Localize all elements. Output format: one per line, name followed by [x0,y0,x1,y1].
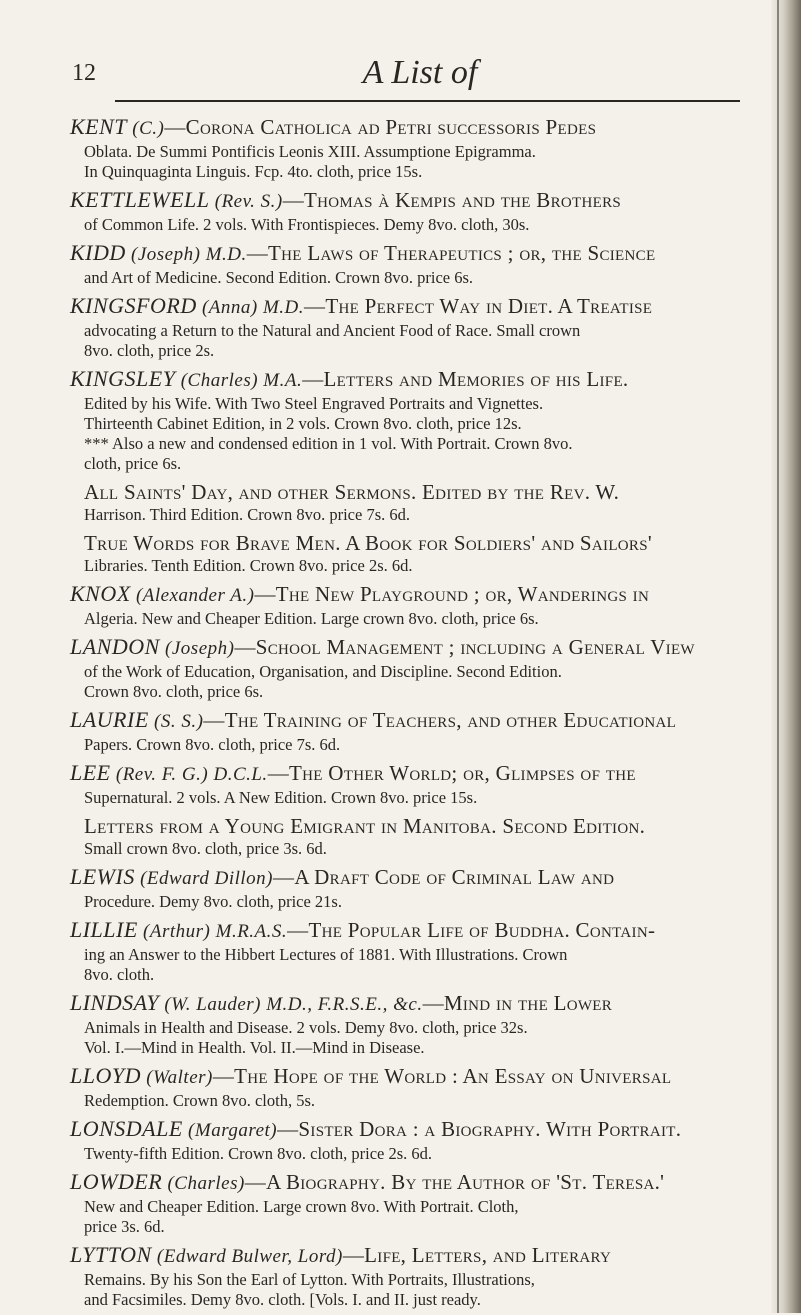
entry-author-detail: (Rev. S.) [214,191,283,212]
entry-heading-line [70,114,746,142]
entry-heading-line [70,530,746,556]
entry-detail-line: 8vo. cloth. [84,965,155,984]
entry-author: LEE [70,760,111,785]
entry-title: —Letters and Memories of his Life. [302,367,629,391]
entry-detail-line: Remains. By his Son the Earl of Lytton. With Portraits, Illustrations, [84,1270,535,1289]
entry-detail-line: Small crown 8vo. cloth, price 3s. 6d. [84,839,327,858]
catalogue-entry [70,1116,746,1164]
page-edge-line [777,0,779,1313]
entry-author-detail: (Edward Bulwer, Lord) [156,1246,343,1267]
page-edge-shadow [771,0,801,1313]
entry-author: KETTLEWELL [70,187,210,212]
entry-detail-line: Edited by his Wife. With Two Steel Engraved Portraits and Vignettes. [84,394,544,413]
entry-detail-line: Animals in Health and Disease. 2 vols. Demy 8vo. cloth, price 32s. [84,1018,528,1037]
entry-title: —School Management ; including a General View [234,635,695,659]
entry-detail-line: 8vo. cloth, price 2s. [84,341,215,360]
page-header [70,52,740,102]
entry-author: KIDD [70,240,126,265]
catalogue-entry [70,240,746,288]
entry-author-detail: (Anna) M.D. [201,297,305,318]
entry-detail-line: Procedure. Demy 8vo. cloth, price 21s. [84,892,342,911]
entry-author: LOWDER [70,1169,163,1194]
entry-heading-line [70,864,746,892]
catalogue-entry [70,479,746,525]
entry-author-detail: (Charles) [167,1173,245,1194]
entry-author: LILLIE [70,917,138,942]
entry-detail-line: Harrison. Third Edition. Crown 8vo. price 7s. 6d. [84,505,410,524]
entry-author: KINGSFORD [70,293,197,318]
header-rule [115,100,740,102]
entry-author-detail: (Alexander A.) [135,585,255,606]
catalogue-entry [70,1242,746,1310]
entry-heading-line [70,1116,746,1144]
catalogue-entry [70,581,746,629]
entry-title: —The Training of Teachers, and other Educational [203,708,677,732]
entry-heading-line [70,240,746,268]
catalogue-entry [70,813,746,859]
entry-author-detail: (C.) [132,118,165,139]
entry-author: LYTTON [70,1242,152,1267]
entry-heading-line [70,187,746,215]
page-number: 12 [72,60,96,86]
entry-heading-line [70,634,746,662]
entry-detail-line: *** Also a new and condensed edition in 1 vol. With Portrait. Crown 8vo. [84,434,573,453]
entry-title: —Mind in the Lower [422,991,613,1015]
entry-detail-line: Papers. Crown 8vo. cloth, price 7s. 6d. [84,735,341,754]
entry-title: —The Popular Life of Buddha. Contain- [287,918,656,942]
entry-detail-line: Twenty-fifth Edition. Crown 8vo. cloth, price 2s. 6d. [84,1144,433,1163]
entry-author-detail: (Margaret) [188,1120,278,1141]
entry-title: —Life, Letters, and Literary [342,1243,612,1267]
entry-heading-line [70,479,746,505]
running-title: A List of [362,54,478,91]
entry-heading-line [70,366,746,394]
entry-author: KNOX [70,581,131,606]
entry-title: —Sister Dora : a Biography. With Portrait. [277,1117,682,1141]
catalogue-entry [70,707,746,755]
entry-heading-line [70,813,746,839]
entry-detail-line: Vol. I.—Mind in Health. Vol. II.—Mind in Disease. [84,1038,425,1057]
catalogue-entry [70,1063,746,1111]
entry-heading-line [70,1169,746,1197]
catalogue-entries [70,114,746,1315]
entry-author-detail: (Rev. F. G.) D.C.L. [115,764,268,785]
catalogue-entry [70,634,746,702]
entry-detail-line: Redemption. Crown 8vo. cloth, 5s. [84,1091,315,1110]
entry-heading-line [70,760,746,788]
entry-heading-line [70,707,746,735]
entry-detail-line: cloth, price 6s. [84,454,182,473]
entry-title: —Thomas à Kempis and the Brothers [282,188,622,212]
entry-detail-line: Libraries. Tenth Edition. Crown 8vo. price 2s. 6d. [84,556,413,575]
entry-author: LEWIS [70,864,135,889]
entry-detail-line: Oblata. De Summi Pontificis Leonis XIII. Assumptione Epigramma. [84,142,536,161]
entry-detail-line: Supernatural. 2 vols. A New Edition. Crown 8vo. price 15s. [84,788,478,807]
entry-author: LONSDALE [70,1116,183,1141]
catalogue-entry [70,187,746,235]
catalogue-entry [70,760,746,808]
entry-author: LAURIE [70,707,149,732]
entry-detail-line: Algeria. New and Cheaper Edition. Large crown 8vo. cloth, price 6s. [84,609,539,628]
entry-title: True Words for Brave Men. A Book for Soldiers' and Sailors' [84,531,652,555]
catalogue-entry [70,366,746,474]
entry-author-detail: (Joseph) [165,638,235,659]
entry-heading-line [70,581,746,609]
catalogue-entry [70,990,746,1058]
entry-author-detail: (Arthur) M.R.A.S. [143,921,288,942]
entry-detail-line: Crown 8vo. cloth, price 6s. [84,682,264,701]
entry-author-detail: (Charles) M.A. [180,370,303,391]
entry-detail-line: price 3s. 6d. [84,1217,165,1236]
entry-author: LINDSAY [70,990,160,1015]
entry-detail-line: of the Work of Education, Organisation, and Discipline. Second Edition. [84,662,562,681]
entry-detail-line: of Common Life. 2 vols. With Frontispieces. Demy 8vo. cloth, 30s. [84,215,530,234]
catalogue-entry [70,917,746,985]
catalogue-entry [70,530,746,576]
entry-detail-line: Thirteenth Cabinet Edition, in 2 vols. Crown 8vo. cloth, price 12s. [84,414,522,433]
entry-heading-line [70,293,746,321]
entry-author-detail: (S. S.) [154,711,204,732]
entry-title: —Corona Catholica ad Petri successoris Pedes [164,115,597,139]
entry-title: —The Laws of Therapeutics ; or, the Science [246,241,656,265]
entry-author: KENT [70,114,128,139]
entry-title: —The New Playground ; or, Wanderings in [254,582,650,606]
entry-title: —The Hope of the World : An Essay on Universal [212,1064,672,1088]
entry-title: —The Other World; or, Glimpses of the [267,761,636,785]
catalogue-entry [70,1169,746,1237]
entry-author-detail: (Edward Dillon) [140,868,274,889]
entry-heading-line [70,917,746,945]
entry-detail-line: advocating a Return to the Natural and Ancient Food of Race. Small crown [84,321,581,340]
entry-author-detail: (Joseph) M.D. [131,244,247,265]
catalogue-entry [70,114,746,182]
entry-title: Letters from a Young Emigrant in Manitoba. Second Edition. [84,814,646,838]
entry-author-detail: (Walter) [146,1067,213,1088]
entry-title: All Saints' Day, and other Sermons. Edited by the Rev. W. [84,480,620,504]
entry-author: LLOYD [70,1063,141,1088]
entry-detail-line: New and Cheaper Edition. Large crown 8vo. With Portrait. Cloth, [84,1197,519,1216]
catalogue-entry [70,864,746,912]
entry-detail-line: ing an Answer to the Hibbert Lectures of 1881. With Illustrations. Crown [84,945,568,964]
entry-title: —A Draft Code of Criminal Law and [273,865,615,889]
entry-detail-line: and Facsimiles. Demy 8vo. cloth. [Vols. I. and II. just ready. [84,1290,481,1309]
entry-author: KINGSLEY [70,366,176,391]
entry-author: LANDON [70,634,160,659]
entry-title: —The Perfect Way in Diet. A Treatise [304,294,653,318]
entry-detail-line: and Art of Medicine. Second Edition. Crown 8vo. price 6s. [84,268,474,287]
catalogue-entry [70,293,746,361]
entry-title: —A Biography. By the Author of 'St. Teresa.' [244,1170,665,1194]
entry-heading-line [70,1063,746,1091]
entry-detail-line: In Quinquaginta Linguis. Fcp. 4to. cloth, price 15s. [84,162,423,181]
entry-heading-line [70,1242,746,1270]
entry-author-detail: (W. Lauder) M.D., F.R.S.E., &c. [164,994,423,1015]
entry-heading-line [70,990,746,1018]
